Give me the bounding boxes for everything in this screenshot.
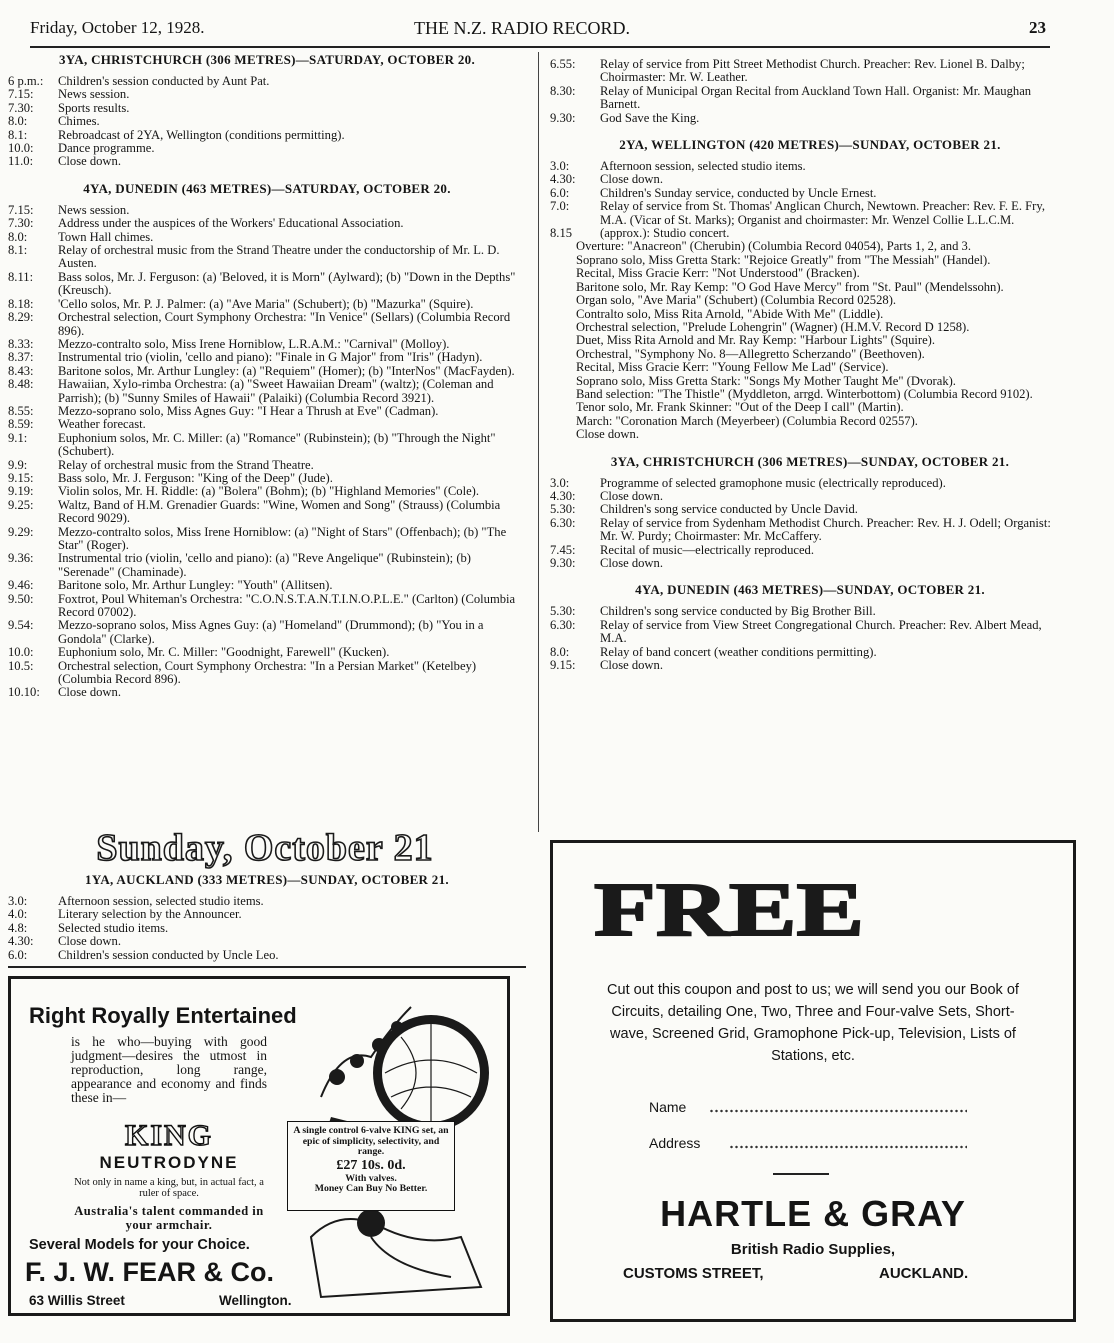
entry-time: 8.30:	[550, 83, 576, 98]
company-city: Wellington.	[219, 1293, 292, 1308]
company-city: AUCKLAND.	[879, 1265, 969, 1282]
entry-description: Baritone solos, Mr. Arthur Lungley: (a) "Requiem" (Homer); (b) "InterNos" (MacFayden).	[58, 363, 515, 378]
entry-description: Baritone solo, Mr. Arthur Lungley: "Youth" (Allitsen).	[58, 578, 333, 593]
program-entry	[8, 646, 526, 659]
program-entry	[8, 311, 526, 338]
program-entry	[8, 908, 526, 921]
entry-time: 9.15:	[8, 470, 34, 485]
entry-description: Rebroadcast of 2YA, Wellington (conditions permitting).	[58, 127, 345, 142]
entry-time: 9.50:	[8, 591, 34, 606]
entry-time: 3.0:	[550, 475, 570, 490]
program-entry	[8, 526, 526, 553]
entry-description: Address under the auspices of the Workers' Educational Association.	[58, 216, 404, 231]
section-heading: 4YA, DUNEDIN (463 METRES)—SATURDAY, OCTOBER 20.	[83, 180, 451, 196]
concert-item: Baritone solo, Mr. Ray Kemp: "O God Have Mercy" from "St. Paul" (Mendelssohn).	[576, 279, 1004, 294]
program-entry	[550, 227, 1070, 240]
program-entry	[8, 231, 526, 244]
name-label: Name	[649, 1099, 687, 1115]
free-headline-text: FREE	[594, 873, 864, 943]
program-entry	[8, 432, 526, 459]
program-entry	[8, 115, 526, 128]
entry-time: 6.30:	[550, 617, 576, 632]
program-entry	[8, 405, 526, 418]
program-entry	[8, 338, 526, 351]
entry-time: 4.30:	[550, 488, 576, 503]
entry-description: Relay of orchestral music from the Strand Theatre.	[58, 457, 314, 472]
entry-description: Close down.	[600, 658, 663, 673]
program-entry	[8, 155, 526, 168]
program-entry	[550, 605, 1070, 618]
entry-description: Close down.	[600, 488, 663, 503]
entry-time: 9.46:	[8, 578, 34, 593]
entry-description: Bass solo, Mr. J. Ferguson: "King of the Deep" (Jude).	[58, 470, 333, 485]
program-entry	[8, 271, 526, 298]
entry-description: Hawaiian, Xylo-rimba Orchestra: (a) "Sweet Hawaiian Dream" (waltz); (Coleman and Parrish); (b) "Sunny Smiles of Hawaii" (Palaiki) (Columbia Record 3921).	[58, 377, 494, 405]
program-entry	[8, 619, 526, 646]
program-2ya-sunday	[550, 137, 1070, 442]
program-entry	[550, 85, 1070, 112]
entry-time: 8.18:	[8, 296, 34, 311]
entry-time: 8.55:	[8, 403, 34, 418]
entry-description: Relay of Municipal Organ Recital from Auckland Town Hall. Organist: Mr. Maughan Barnett.	[600, 83, 1032, 112]
program-list	[550, 477, 1070, 571]
entry-time: 8.29:	[8, 310, 34, 325]
entry-description: Literary selection by the Announcer.	[58, 907, 242, 922]
king-neutrodyne-advert	[8, 976, 510, 1316]
entry-description: Close down.	[58, 934, 121, 949]
entry-description: Relay of service from Pitt Street Methodist Church. Preacher: Rev. Lionel B. Dalby; Choirmaster: Mr. W. Leather.	[600, 57, 1025, 85]
company-street: CUSTOMS STREET,	[623, 1265, 764, 1282]
entry-time: 7.15:	[8, 87, 34, 102]
free-coupon-advert	[550, 840, 1076, 1322]
program-entry	[8, 552, 526, 579]
column-divider	[538, 52, 539, 832]
entry-description: Instrumental trio (violin, 'cello and piano): (a) "Reve Angelique" (Rubinstein); (b) "Serenade" (Chaminade).	[58, 551, 471, 579]
entry-time: 6.0:	[550, 185, 570, 200]
entry-time: 9.19:	[8, 484, 34, 499]
program-3ya-saturday	[8, 52, 526, 169]
concert-item: Band selection: "The Thistle" (Myddleton, arrgd. Winterbottom) (Columbia Record 9102).	[576, 386, 1033, 401]
concert-item: Soprano solo, Miss Gretta Stark: "Rejoice Greatly" from "The Messiah" (Handel).	[576, 252, 991, 267]
program-entry	[8, 459, 526, 472]
entry-description: Children's session conducted by Aunt Pat.	[58, 74, 270, 88]
entry-description: Mezzo-soprano solo, Miss Agnes Guy: "I Hear a Thrush at Eve" (Cadman).	[58, 403, 439, 418]
advert-slogan: Australia's talent commanded in your armchair.	[74, 1204, 264, 1232]
entry-time: 9.15:	[550, 658, 576, 673]
program-entry	[8, 593, 526, 620]
advert-headline: Right Royally Entertained	[29, 1003, 297, 1028]
program-entry	[8, 88, 526, 101]
brand-name: KING	[124, 1119, 213, 1152]
program-entry	[8, 579, 526, 592]
concert-item: March: "Coronation March (Meyerbeer) (Columbia Record 02557).	[576, 413, 918, 428]
program-entry	[8, 365, 526, 378]
entry-time: 8.0:	[8, 229, 28, 244]
entry-time: 4.0:	[8, 907, 28, 922]
section-heading: 1YA, AUCKLAND (333 METRES)—SUNDAY, OCTOBER 21.	[85, 872, 449, 887]
program-list	[550, 58, 1070, 125]
program-entry	[8, 686, 526, 699]
program-entry	[550, 173, 1070, 186]
program-entry	[8, 895, 526, 908]
program-entry	[8, 418, 526, 431]
entry-time: 9.29:	[8, 524, 34, 539]
entry-description: Sports results.	[58, 100, 130, 115]
concert-item: Tenor solo, Mr. Frank Skinner: "Out of the Deep I call" (Martin).	[576, 400, 904, 415]
entry-description: Waltz, Band of H.M. Grenadier Guards: "Wine, Women and Song" (Strauss) (Columbia Record 9029).	[58, 497, 501, 526]
entry-time: 7.30:	[8, 100, 34, 115]
entry-time: 8.33:	[8, 336, 34, 351]
entry-time: 8.59:	[8, 417, 34, 432]
concert-item: Contralto solo, Miss Rita Arnold, "Abide With Me" (Liddle).	[576, 306, 884, 321]
entry-time: 8.0:	[8, 114, 28, 129]
program-list	[8, 75, 526, 169]
program-entry	[550, 187, 1070, 200]
entry-description: Programme of selected gramophone music (electrically reproduced).	[600, 475, 946, 490]
program-entry	[550, 477, 1070, 490]
divider	[8, 966, 526, 968]
page-header	[30, 14, 1050, 48]
entry-time: 4.30:	[550, 172, 576, 187]
program-3ya-sunday	[550, 454, 1070, 571]
concert-item: Overture: "Anacreon" (Cherubin) (Columbia Record 04054), Parts 1, 2, and 3.	[576, 239, 971, 254]
program-entry	[550, 544, 1070, 557]
program-entry	[8, 472, 526, 485]
address-field[interactable]	[729, 1144, 967, 1150]
models-line: Several Models for your Choice.	[29, 1237, 250, 1253]
program-entry	[550, 200, 1070, 227]
entry-description: Children's song service conducted by Uncle David.	[600, 502, 858, 517]
price-intro: A single control 6-valve KING set, an epic of simplicity, selectivity, and range.	[293, 1125, 449, 1157]
concert-item: Duet, Miss Rita Arnold and Mr. Ray Kemp: "Harbour Lights" (Squire).	[576, 333, 936, 348]
entry-time: 7.15:	[8, 202, 34, 217]
section-heading: 3YA, CHRISTCHURCH (306 METRES)—SUNDAY, OCTOBER 21.	[610, 453, 1010, 469]
entry-time: 10.0:	[8, 645, 34, 660]
entry-time: 8.43:	[8, 363, 34, 378]
program-entry	[550, 58, 1070, 85]
program-entry	[8, 922, 526, 935]
program-entry	[8, 351, 526, 364]
concert-list	[550, 240, 1070, 441]
program-entry	[550, 112, 1070, 125]
entry-description: Afternoon session, selected studio items.	[600, 159, 806, 174]
program-entry	[8, 949, 526, 962]
program-entry	[550, 503, 1070, 516]
entry-time: 4.8:	[8, 920, 28, 935]
entry-time: 7.45:	[550, 542, 576, 557]
entry-description: Foxtrot, Poul Whiteman's Orchestra: "C.O.N.S.T.A.N.T.I.N.O.P.L.E." (Carlton) (Columbia Record 07002).	[58, 591, 516, 620]
program-entry	[550, 557, 1070, 570]
entry-time: 9.36:	[8, 551, 34, 566]
program-list	[8, 895, 526, 962]
entry-description: Mezzo-contralto solos, Miss Irene Horniblow: (a) "Night of Stars" (Offenbach); (b) "The Star" (Roger).	[58, 524, 507, 552]
left-column	[8, 52, 526, 712]
sunday-banner: Sunday, October 21	[96, 827, 434, 869]
concert-item: Close down.	[576, 427, 639, 442]
entry-description: Euphonium solos, Mr. C. Miller: (a) "Romance" (Rubinstein); (b) "Through the Night" (Schubert).	[58, 430, 496, 459]
concert-item: Soprano solo, Miss Gretta Stark: "Songs My Mother Taught Me" (Dvorak).	[576, 373, 956, 388]
program-entry	[8, 499, 526, 526]
entry-description: Instrumental trio (violin, 'cello and piano): "Finale in G Major" from "Iris" (Hadyn).	[58, 350, 483, 365]
program-entry	[550, 646, 1070, 659]
entry-time: 6.55:	[550, 57, 576, 71]
concert-item: Orchestral, "Symphony No. 8—Allegretto Scherzando" (Beethoven).	[576, 346, 925, 361]
entry-description: Children's song service conducted by Big Brother Bill.	[600, 604, 876, 619]
entry-description: Selected studio items.	[58, 920, 169, 935]
entry-description: News session.	[58, 87, 130, 102]
entry-time: 10.5:	[8, 658, 34, 673]
entry-description: Relay of band concert (weather conditions permitting).	[600, 644, 877, 659]
address-label: Address	[649, 1135, 701, 1151]
entry-description: (approx.): Studio concert.	[600, 226, 730, 241]
entry-description: Euphonium solo, Mr. C. Miller: "Goodnight, Farewell" (Kucken).	[58, 645, 390, 660]
entry-description: Mezzo-soprano solos, Miss Agnes Guy: (a) "Homeland" (Drummond); (b) "You in a Gondola" (Clarke).	[58, 618, 484, 646]
section-heading: 2YA, WELLINGTON (420 METRES)—SUNDAY, OCTOBER 21.	[619, 137, 1001, 153]
entry-time: 8.1:	[8, 127, 28, 142]
entry-time: 5.30:	[550, 502, 576, 517]
price-note: With valves.	[345, 1172, 397, 1184]
program-list	[550, 605, 1070, 672]
brand-subname: NEUTRODYNE	[99, 1153, 239, 1172]
entry-time: 8.0:	[550, 644, 570, 659]
entry-time: 9.9:	[8, 457, 28, 472]
program-entry	[550, 160, 1070, 173]
entry-time: 10.0:	[8, 141, 34, 156]
entry-time: 9.54:	[8, 618, 34, 633]
entry-time: 8.11:	[8, 269, 34, 284]
entry-description: Close down.	[58, 685, 121, 700]
entry-description: Close down.	[58, 154, 121, 169]
program-entry	[8, 75, 526, 88]
program-entry	[550, 619, 1070, 646]
program-entry	[8, 244, 526, 271]
right-column	[550, 58, 1070, 684]
program-entry	[8, 935, 526, 948]
program-entry	[8, 204, 526, 217]
entry-description: Relay of service from View Street Congregational Church. Preacher: Rev. Albert Mead, M.A.	[600, 617, 1042, 646]
entry-description: Bass solos, Mr. J. Ferguson: (a) 'Beloved, it is Morn" (Aylward); (b) "Down in the Depths" (Kreusch).	[58, 269, 516, 298]
entry-description: Town Hall chimes.	[58, 229, 154, 244]
program-4ya-sunday	[550, 582, 1070, 672]
concert-item: Recital, Miss Gracie Kerr: "Not Understood" (Bracken).	[576, 266, 860, 281]
entry-description: Dance programme.	[58, 141, 155, 156]
coupon-text: Cut out this coupon and post to us; we will send you our Book of Circuits, detailing One, Two, Three and Four-valve Sets, Short-wave, Screened Grid, Gramophone Pick-up, Television, Lists of Stations, etc.	[607, 982, 1019, 1064]
entry-description: Close down.	[600, 172, 663, 187]
concert-item: Organ solo, "Ave Maria" (Schubert) (Columbia Record 02528).	[576, 293, 897, 308]
advert-body: is he who—buying with good judgment—desires the utmost in reproduction, long range, appearance and economy and finds these in—	[71, 1034, 267, 1105]
entry-description: Orchestral selection, Court Symphony Orchestra: "In a Persian Market" (Ketelbey) (Columbia Record 896).	[58, 658, 477, 687]
page-number: 23	[1029, 18, 1046, 37]
company-tagline: British Radio Supplies,	[730, 1241, 896, 1258]
entry-time: 3.0:	[550, 159, 570, 174]
entry-time: 6 p.m.:	[8, 74, 44, 88]
program-entry	[550, 659, 1070, 672]
company-name: F. J. W. FEAR & Co.	[25, 1257, 275, 1287]
entry-time: 9.1:	[8, 430, 28, 445]
entry-description: Children's Sunday service, conducted by Uncle Ernest.	[600, 185, 877, 200]
program-1ya-sunday-continued	[550, 58, 1070, 125]
company-name: HARTLE & GRAY	[660, 1193, 966, 1234]
issue-date: Friday, October 12, 1928.	[30, 18, 205, 37]
publication-title: THE N.Z. RADIO RECORD.	[414, 18, 630, 38]
entry-description: Close down.	[600, 556, 663, 570]
entry-description: Violin solos, Mr. H. Riddle: (a) "Bolera" (Bohm); (b) "Highland Memories" (Cole).	[58, 484, 479, 499]
entry-description: Relay of orchestral music from the Strand Theatre under the conductorship of Mr. L. D. Austen.	[58, 243, 500, 271]
entry-description: Mezzo-contralto solo, Miss Irene Horniblow, L.R.A.M.: "Carnival" (Molloy).	[58, 336, 450, 351]
section-heading: 3YA, CHRISTCHURCH (306 METRES)—SATURDAY, OCTOBER 20.	[58, 52, 476, 67]
section-heading: 4YA, DUNEDIN (463 METRES)—SUNDAY, OCTOBER 21.	[635, 582, 985, 598]
entry-time: 6.0:	[8, 947, 28, 962]
free-headline	[591, 873, 867, 943]
entry-time: 9.25:	[8, 497, 34, 512]
entry-time: 9.30:	[550, 110, 576, 125]
entry-description: 'Cello solos, Mr. P. J. Palmer: (a) "Ave Maria" (Schubert); (b) "Mazurka" (Squire).	[58, 296, 474, 311]
program-entry	[550, 517, 1070, 544]
entry-description: News session.	[58, 202, 130, 217]
entry-description: Chimes.	[58, 114, 100, 129]
entry-description: Recital of music—electrically reproduced.	[600, 542, 815, 557]
program-1ya-sunday	[8, 872, 526, 962]
entry-time: 8.1:	[8, 243, 28, 258]
entry-description: God Save the King.	[600, 110, 700, 125]
entry-description: Relay of service from Sydenham Methodist Church. Preacher: Rev. H. J. Odell; Organist: Mr. W. Purdy; Choirmaster: Mr. McCaffery.	[600, 515, 1051, 544]
program-entry	[8, 102, 526, 115]
entry-time: 4.30:	[8, 934, 34, 949]
program-entry	[8, 660, 526, 687]
entry-time: 9.30:	[550, 556, 576, 570]
entry-description: Orchestral selection, Court Symphony Orchestra: "In Venice" (Sellars) (Columbia Record 896).	[58, 310, 511, 338]
program-entry	[8, 217, 526, 230]
price-tagline: Money Can Buy No Better.	[314, 1183, 428, 1194]
name-field[interactable]	[709, 1108, 967, 1114]
program-entry	[8, 298, 526, 311]
entry-description: Children's session conducted by Uncle Leo.	[58, 947, 279, 962]
program-list	[8, 204, 526, 700]
entry-time: 8.37:	[8, 350, 34, 365]
concert-item: Orchestral selection, "Prelude Lohengrin" (Wagner) (H.M.V. Record D 1258).	[576, 319, 970, 334]
entry-time: 7.30:	[8, 216, 34, 231]
entry-time: 7.0:	[550, 199, 570, 214]
company-address: 63 Willis Street	[29, 1293, 125, 1308]
entry-time: 8.15	[550, 226, 573, 241]
program-entry	[8, 142, 526, 155]
entry-description: Relay of service from St. Thomas' Anglican Church, Newtown. Preacher: Rev. F. E. Fry, M.A. (Vicar of St. Marks); Organist and choirmaster: Mr. Wenzel Collie L.L.C.M.	[600, 199, 1045, 227]
program-entry	[550, 490, 1070, 503]
entry-time: 5.30:	[550, 604, 576, 619]
program-4ya-saturday	[8, 181, 526, 700]
entry-time: 3.0:	[8, 894, 28, 908]
entry-description: Weather forecast.	[58, 417, 146, 432]
program-entry	[8, 485, 526, 498]
price: £27 10s. 0d.	[336, 1157, 406, 1173]
divider	[773, 1173, 829, 1175]
program-list	[550, 160, 1070, 240]
entry-time: 11.0:	[8, 154, 34, 169]
price-box	[287, 1121, 455, 1211]
program-entry	[8, 378, 526, 405]
entry-description: Afternoon session, selected studio items.	[58, 894, 264, 908]
advert-tagline: Not only in name a king, but, in actual fact, a ruler of space.	[74, 1177, 264, 1199]
entry-time: 6.30:	[550, 515, 576, 530]
program-entry	[8, 129, 526, 142]
concert-item: Recital, Miss Gracie Kerr: "Young Fellow Me Lad" (Service).	[576, 360, 889, 375]
entry-time: 10.10:	[8, 685, 40, 700]
entry-time: 8.48:	[8, 377, 34, 392]
